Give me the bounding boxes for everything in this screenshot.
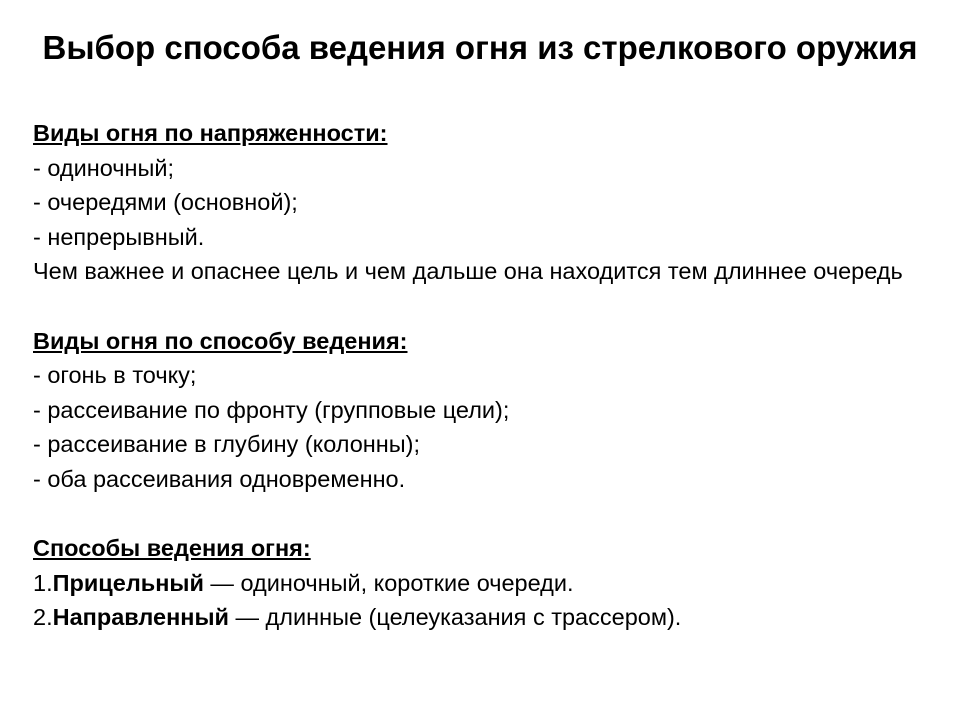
list-item: - огонь в точку; [33, 362, 197, 389]
item-term: Направленный [52, 604, 229, 631]
item-number: 2. [33, 604, 53, 631]
list-item: - одиночный; [33, 154, 175, 181]
note-text: Чем важнее и опаснее цель и чем дальше она находится тем длиннее очередь [33, 258, 903, 285]
spacer [33, 289, 933, 324]
section-heading-intensity: Виды огня по напряженности: [33, 120, 388, 146]
list-item: - непрерывный. [33, 223, 205, 250]
slide-body [33, 116, 933, 635]
item-number: 1. [33, 569, 53, 596]
spacer [33, 497, 933, 532]
section-heading-ways: Способы ведения огня: [33, 535, 311, 562]
list-item: - рассеивание по фронту (групповые цели); [33, 396, 510, 423]
item-term: Прицельный [52, 569, 204, 596]
section-heading-method: Виды огня по способу ведения: [33, 327, 408, 354]
numbered-item-aimed [33, 566, 933, 601]
list-item: - рассеивание в глубину (колонны); [33, 431, 420, 458]
list-item: - очередями (основной); [33, 189, 298, 216]
numbered-item-directed [33, 600, 933, 635]
slide-title: Выбор способа ведения огня из стрелкового оружия [42, 29, 918, 66]
item-description: — длинные (целеуказания с трассером). [229, 604, 682, 631]
item-description: — одиночный, короткие очереди. [203, 569, 574, 596]
list-item: - оба рассеивания одновременно. [33, 465, 406, 492]
